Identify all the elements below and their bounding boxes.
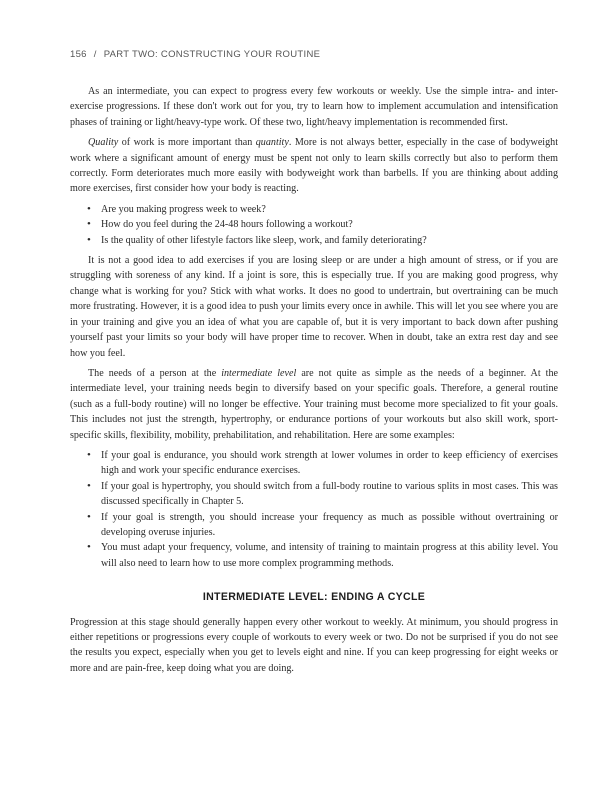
paragraph-progression: As an intermediate, you can expect to progress every few workouts or weekly. Use the simple intra- and inter-exercise progressions. If these don't work out for you, try to learn how to implement accumulation and intensification phases of training or light/heavy-type work. Of these two, light/heavy implementation is recommended first. (70, 86, 558, 128)
list-item: • You must adapt your frequency, volume, and intensity of training to maintain progress at this ability level. You will also need to learn how to use more complex programming methods. (101, 540, 558, 571)
question-list (70, 202, 558, 248)
emphasis-quality: Quality (88, 137, 119, 149)
header-separator: / (93, 49, 97, 60)
list-item: • Are you making progress week to week? (101, 202, 558, 217)
page-body (70, 84, 558, 681)
examples-list (70, 448, 558, 571)
list-item: • If your goal is hypertrophy, you should switch from a full-body routine to various splits in most cases. This was discussed specifically in Chapter 5. (101, 479, 558, 510)
paragraph-quality (70, 135, 558, 197)
list-item: • If your goal is endurance, you should work strength at lower volumes in order to keep efficiency of exercises high and work your specific endurance exercises. (101, 448, 558, 479)
emphasis-quantity: quantity (255, 137, 289, 149)
list-item: • How do you feel during the 24-48 hours following a workout? (101, 217, 558, 232)
paragraph-intermediate-needs (70, 366, 558, 443)
paragraph-needs-text-b: are not quite as simple as the needs of a beginner. At the intermediate level, your training needs begin to diversify based on your specific goals. Therefore, a general routine (such as a full-body routine) will no longer be effective. Your training must become more specialized to fit your goals. This includes not just the strength, hypertrophy, or endurance portions of your workouts but also skill work, sport-specific skills, flexibility, mobility, prehabilitation, and rehabilitation. Here are some examples: (70, 367, 558, 441)
section-heading: INTERMEDIATE LEVEL: ENDING A CYCLE (202, 591, 426, 604)
page-number: 156 (70, 49, 87, 60)
paragraph-quality-text-a: of work is more important than (118, 137, 256, 149)
running-title: PART TWO: CONSTRUCTING YOUR ROUTINE (103, 49, 321, 60)
paragraph-needs-text-a: The needs of a person at the (88, 367, 222, 379)
list-item: • If your goal is strength, you should increase your frequency as much as possible without overtraining or developing overuse injuries. (101, 510, 558, 541)
paragraph-adding-exercises: It is not a good idea to add exercises if you are losing sleep or are under a high amount of stress, or if you are struggling with soreness of any kind. If a joint is sore, this is especially true. If you are making good progress, why change what is working for you? Stick with what works. It does no good to undertrain, but overtraining can be much more frustrating. However, it is a good idea to push your limits every once in awhile. This will let you see where you are in your training and give you an idea of what you are capable of, but it is very important to back down after pushing yourself past your limits so your body will have proper time to recover. When in doubt, take an extra rest day and see how you feel. (70, 255, 558, 359)
paragraph-quality-text-b: . More is not always better, especially in the case of bodyweight work where a significant amount of energy must be spent not only to learn skills correctly but also to perform them correctly. Form deteriorates much more easily with bodyweight work than barbells. If you are thinking about adding more exercises, first consider how your body is reacting. (70, 137, 559, 195)
paragraph-ending-cycle: Progression at this stage should generally happen every other workout to weekly. At minimum, you should progress in either repetitions or progressions every couple of workouts to every week or two. Do not be surprised if you do not see the results you expect, especially when you get to levels eight and nine. If you can keep progressing for eight weeks or more and are pain-free, keep doing what you are doing. (70, 616, 558, 674)
running-header (70, 49, 320, 60)
list-item: • Is the quality of other lifestyle factors like sleep, work, and family deteriorating? (101, 233, 558, 248)
emphasis-intermediate-level: intermediate level (221, 367, 297, 379)
